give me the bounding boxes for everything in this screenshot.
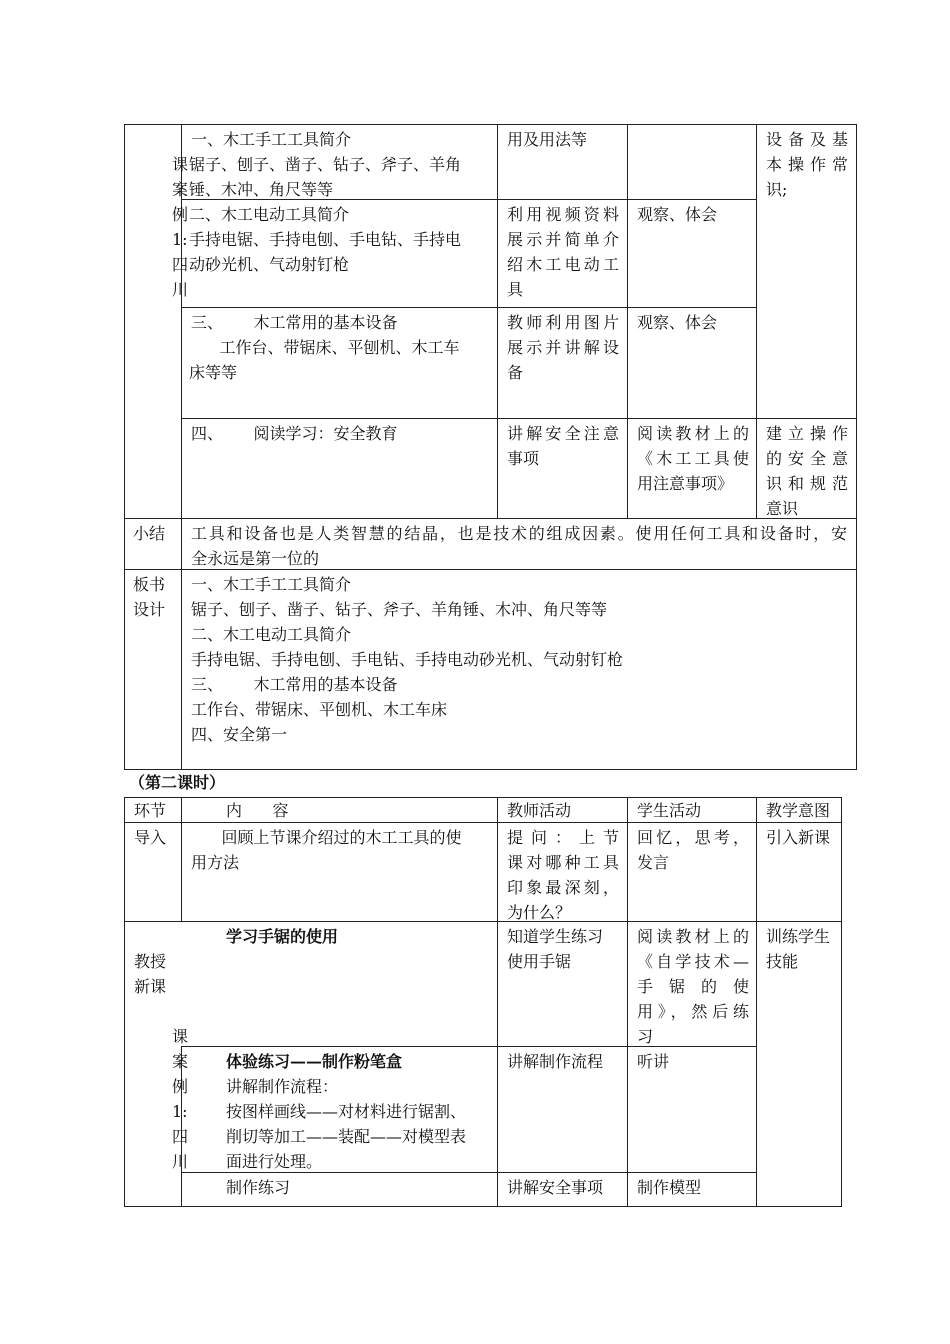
board-line: 一、木工手工工具简介 (191, 575, 352, 594)
teacher-line: 教师利用图片 (507, 313, 619, 332)
teacher-line: 讲解安全注意 (507, 424, 619, 443)
summary-line: 工具和设备也是人类智慧的结晶，也是技术的组成因素。使用任何工具和设备时，安 (191, 524, 847, 543)
intent-line: 的安全意 (766, 449, 848, 468)
teach-label: 新课 (134, 977, 167, 996)
board-line: 四、安全第一 (191, 725, 288, 744)
side-char: 四 (172, 1127, 189, 1146)
saw-student: 手锯的使 (637, 977, 749, 996)
box-line: 面进行处理。 (226, 1152, 323, 1171)
saw-student: 《自学技术— (637, 952, 749, 971)
lesson2-heading: （第二课时） (129, 773, 226, 792)
side-char: 1: (172, 1102, 188, 1121)
content-line: 二、木工电动工具简介 (189, 205, 350, 224)
side-char: 课 (172, 1027, 189, 1046)
saw-student: 用》，然后练 (637, 1002, 749, 1021)
student-line: 观察、体会 (637, 205, 718, 224)
intro-teacher: 提问：上节 (507, 828, 619, 847)
board-label: 设计 (133, 600, 166, 619)
intro-teacher: 为什么？ (507, 903, 572, 922)
box-line: 削切等加工——装配——对模型表 (226, 1127, 467, 1146)
board-line: 二、木工电动工具简介 (191, 625, 352, 644)
teacher-line: 事项 (507, 449, 540, 468)
box-teacher: 讲解制作流程 (507, 1052, 604, 1071)
board-line: 锯子、刨子、凿子、钻子、斧子、羊角锤、木冲、角尺等等 (191, 600, 608, 619)
intent-line: 本操作常 (766, 155, 848, 174)
content-line: 手持电锯、手持电刨、手电钻、手持电 (189, 230, 462, 249)
intent-line: 意识 (766, 499, 799, 518)
content-line: 工作台、带锯床、平刨机、木工车 (189, 338, 460, 357)
intent-line: 识; (766, 180, 788, 199)
teacher-line: 展示并简单介 (507, 230, 619, 249)
student-line: 观察、体会 (637, 313, 718, 332)
intent-line: 识和规范 (766, 474, 848, 493)
content-line: 锤、木冲、角尺等等 (189, 180, 334, 199)
side-char: 课 (172, 155, 189, 174)
saw-teacher: 使用手锯 (507, 952, 572, 971)
box-line: 按图样画线——对材料进行锯割、 (226, 1102, 467, 1121)
teacher-line: 用及用法等 (507, 130, 588, 149)
teacher-line: 具 (507, 280, 524, 299)
header-stage: 环节 (134, 801, 167, 820)
saw-teacher: 知道学生练习 (507, 927, 604, 946)
side-char: 案 (172, 1052, 189, 1071)
board-label: 板书 (133, 575, 166, 594)
intent-line: 设备及基 (766, 130, 848, 149)
intro-intent: 引入新课 (766, 828, 831, 847)
saw-title: 学习手锯的使用 (226, 927, 339, 946)
teacher-line: 利用视频资料 (507, 205, 619, 224)
header-student: 学生活动 (637, 801, 702, 820)
teacher-line: 备 (507, 363, 524, 382)
student-line: 《木工工具使 (637, 449, 749, 468)
intro-student: 发言 (637, 853, 670, 872)
content-line: 三、 木工常用的基本设备 (191, 313, 398, 332)
teacher-line: 绍木工电动工 (507, 255, 619, 274)
summary-label: 小结 (133, 524, 166, 543)
content-line: 锯子、刨子、凿子、钻子、斧子、羊角 (189, 155, 462, 174)
practice-content: 制作练习 (226, 1178, 291, 1197)
side-char: 案 (172, 180, 189, 199)
box-title: 体验练习——制作粉笔盒 (226, 1052, 403, 1071)
saw-intent: 技能 (766, 952, 799, 971)
saw-student: 习 (637, 1027, 654, 1046)
header-content: 内 容 (226, 801, 289, 820)
content-line: 床等等 (189, 363, 238, 382)
intro-content: 用方法 (191, 853, 240, 872)
content-line: 动砂光机、气动射钉枪 (189, 255, 350, 274)
side-char: 例 (172, 205, 189, 224)
side-char: 例 (172, 1077, 189, 1096)
intro-label: 导入 (134, 828, 167, 847)
box-line: 讲解制作流程： (226, 1077, 339, 1096)
saw-intent: 训练学生 (766, 927, 831, 946)
content-line: 四、 阅读学习：安全教育 (191, 424, 398, 443)
student-line: 用注意事项》 (637, 474, 734, 493)
teach-label: 教授 (134, 952, 167, 971)
side-char: 川 (172, 280, 189, 299)
board-line: 三、 木工常用的基本设备 (191, 675, 398, 694)
side-char: 四 (172, 255, 189, 274)
practice-student: 制作模型 (637, 1178, 702, 1197)
side-char: 川 (172, 1152, 189, 1171)
board-line: 工作台、带锯床、平刨机、木工车床 (191, 700, 448, 719)
practice-teacher: 讲解安全事项 (507, 1178, 604, 1197)
summary-line: 全永远是第一位的 (191, 549, 320, 568)
content-line: 一、木工手工工具简介 (191, 130, 352, 149)
header-teacher: 教师活动 (507, 801, 572, 820)
intro-content: 回顾上节课介绍过的木工工具的使 (191, 828, 462, 847)
header-intent: 教学意图 (766, 801, 831, 820)
board-line: 手持电锯、手持电刨、手电钻、手持电动砂光机、气动射钉枪 (191, 650, 624, 669)
side-char: 1: (172, 230, 188, 249)
box-student: 听讲 (637, 1052, 670, 1071)
intent-line: 建立操作 (766, 424, 848, 443)
teacher-line: 展示并讲解设 (507, 338, 619, 357)
intro-teacher: 课对哪种工具 (507, 853, 619, 872)
intro-student: 回忆，思考， (637, 828, 749, 847)
student-line: 阅读教材上的 (637, 424, 749, 443)
intro-teacher: 印象最深刻， (507, 878, 619, 897)
saw-student: 阅读教材上的 (637, 927, 749, 946)
